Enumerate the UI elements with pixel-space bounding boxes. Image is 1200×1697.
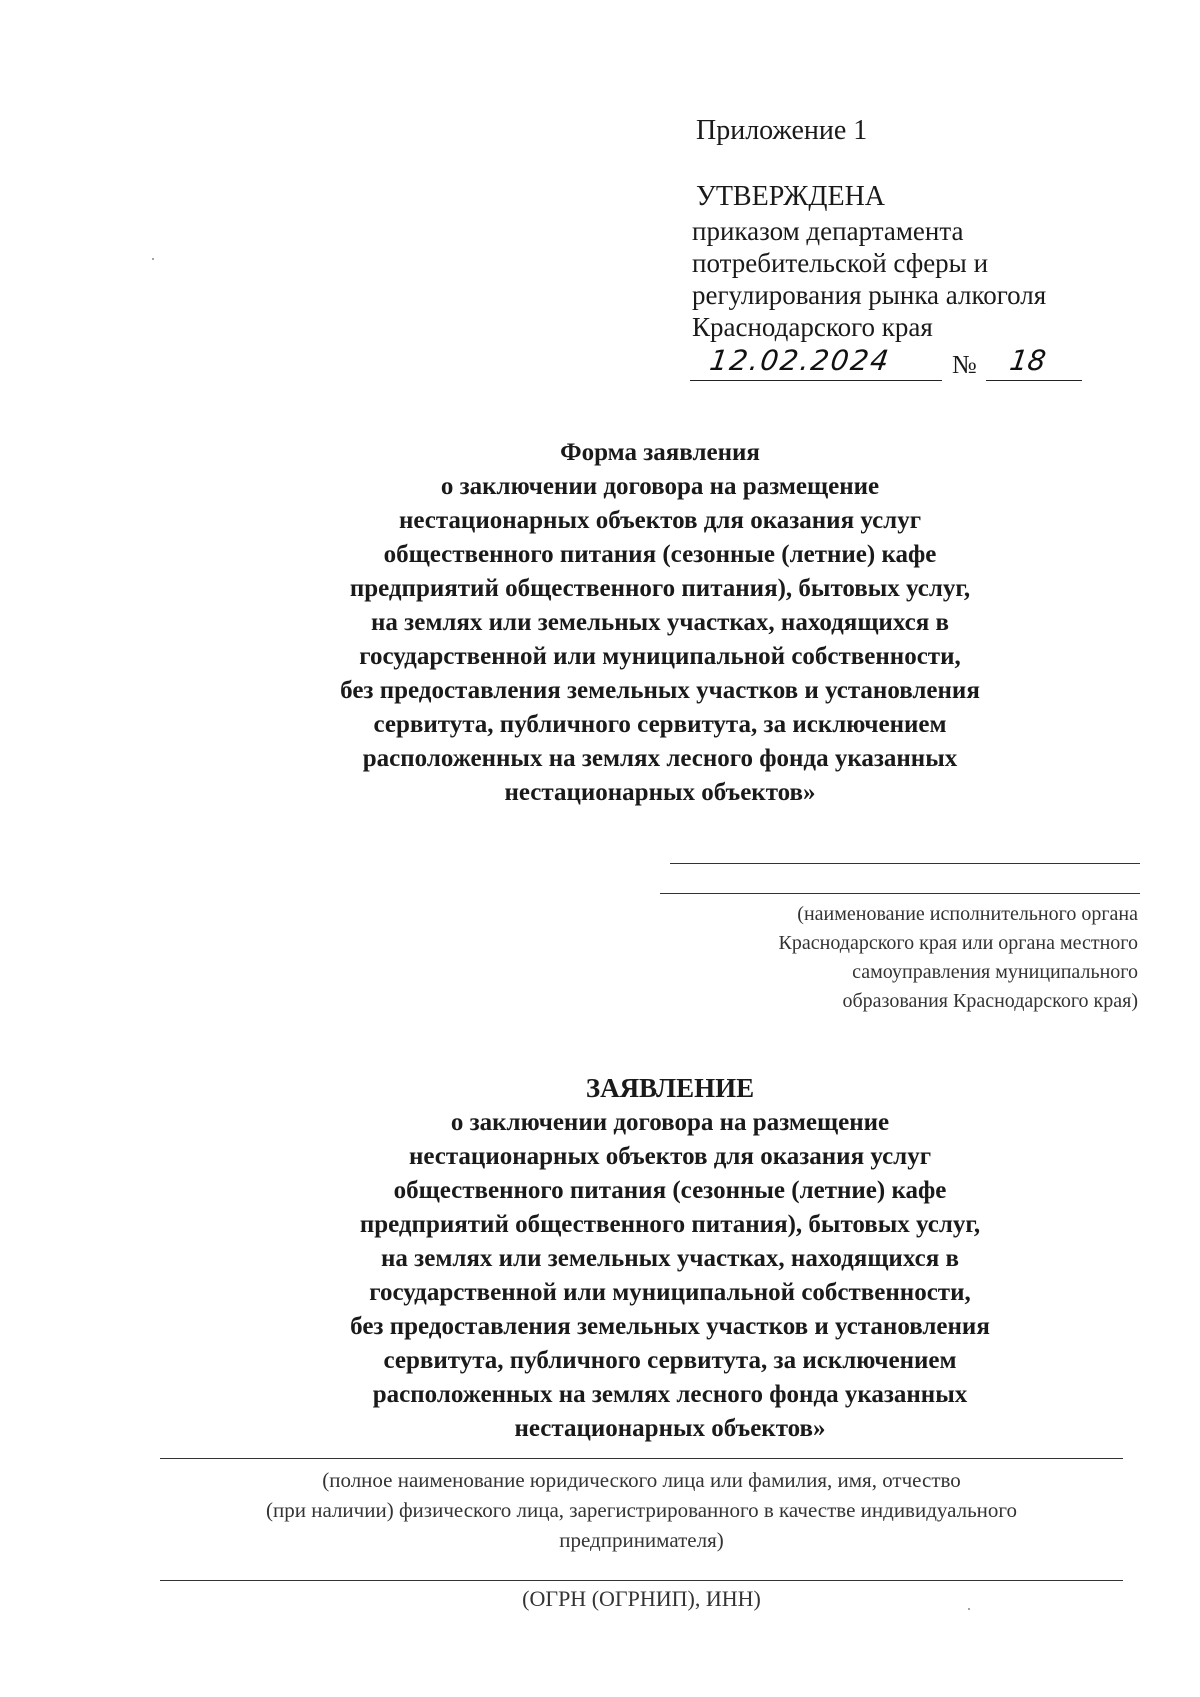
appendix-label: Приложение 1 [696, 115, 868, 146]
application-subject-line: расположенных на землях лесного фонда указанных [372, 1381, 968, 1408]
order-number-handwritten: 18 [1007, 344, 1048, 377]
ogrn-inn-field-line[interactable] [160, 1580, 1123, 1581]
authority-field-line[interactable] [660, 893, 1140, 894]
approval-order-line: потребительской сферы и [692, 248, 989, 278]
authority-hint-line: самоуправления муниципального [852, 961, 1138, 983]
authority-hint-line: Краснодарского края или органа местного [778, 932, 1138, 954]
form-title-line: расположенных на землях лесного фонда указанных [362, 745, 958, 772]
applicant-hint-line: предпринимателя) [559, 1528, 724, 1552]
order-date-handwritten: 12.02.2024 [707, 344, 893, 377]
form-title-line: о заключении договора на размещение [440, 473, 880, 500]
application-subject-line: предприятий общественного питания), бытовых услуг, [359, 1211, 981, 1238]
form-title-line: нестационарных объектов» [504, 779, 816, 806]
approval-order-line: Краснодарского края [692, 312, 933, 342]
order-date-number-row [690, 344, 1090, 384]
application-subject-line: общественного питания (сезонные (летние) кафе [393, 1177, 947, 1204]
applicant-name-hint [160, 1465, 1123, 1555]
approval-order-line: приказом департамента [692, 216, 964, 246]
scan-speck [152, 258, 154, 260]
form-title-line: Форма заявления [560, 439, 760, 466]
scan-speck [968, 1608, 970, 1610]
application-subject-line: государственной или муниципальной собственности, [369, 1279, 971, 1306]
authority-hint-line: (наименование исполнительного органа [797, 903, 1138, 925]
application-subject-line: сервитута, публичного сервитута, за исключением [383, 1347, 957, 1374]
form-title-line: предприятий общественного питания), бытовых услуг, [349, 575, 971, 602]
form-title-line: без предоставления земельных участков и установления [340, 677, 980, 704]
form-title-line: общественного питания (сезонные (летние) кафе [383, 541, 937, 568]
order-number-underline [986, 380, 1082, 381]
form-title-line: нестационарных объектов для оказания услуг [398, 507, 922, 534]
application-subject-line: без предоставления земельных участков и установления [350, 1313, 990, 1340]
application-subject-line: нестационарных объектов для оказания услуг [408, 1143, 932, 1170]
form-title [290, 436, 1030, 810]
authority-hint [600, 900, 1138, 1016]
form-title-line: государственной или муниципальной собственности, [359, 643, 961, 670]
order-date-underline [690, 380, 942, 381]
approval-order-line: регулирования рынка алкоголя [692, 280, 1047, 310]
ogrn-inn-hint: (ОГРН (ОГРНИП), ИНН) [522, 1586, 761, 1611]
application-subject-line: нестационарных объектов» [514, 1415, 826, 1442]
number-sign: № [952, 350, 977, 379]
applicant-name-field-line[interactable] [160, 1458, 1123, 1459]
authority-hint-line: образования Краснодарского края) [842, 990, 1138, 1012]
applicant-hint-line: (полное наименование юридического лица или фамилия, имя, отчество [322, 1468, 961, 1492]
authority-field-line[interactable] [670, 863, 1140, 864]
applicant-hint-line: (при наличии) физического лица, зарегистрированного в качестве индивидуального [265, 1498, 1018, 1522]
form-title-line: на землях или земельных участках, находящихся в [371, 609, 949, 636]
application-subject-line: о заключении договора на размещение [450, 1109, 890, 1136]
application-subject-line: на землях или земельных участках, находящихся в [381, 1245, 959, 1272]
application-title: ЗАЯВЛЕНИЕ [585, 1073, 755, 1103]
approved-label: УТВЕРЖДЕНА [696, 181, 886, 212]
form-title-line: сервитута, публичного сервитута, за исключением [373, 711, 947, 738]
approval-order-text [692, 215, 1046, 343]
application-subject [280, 1106, 1060, 1446]
